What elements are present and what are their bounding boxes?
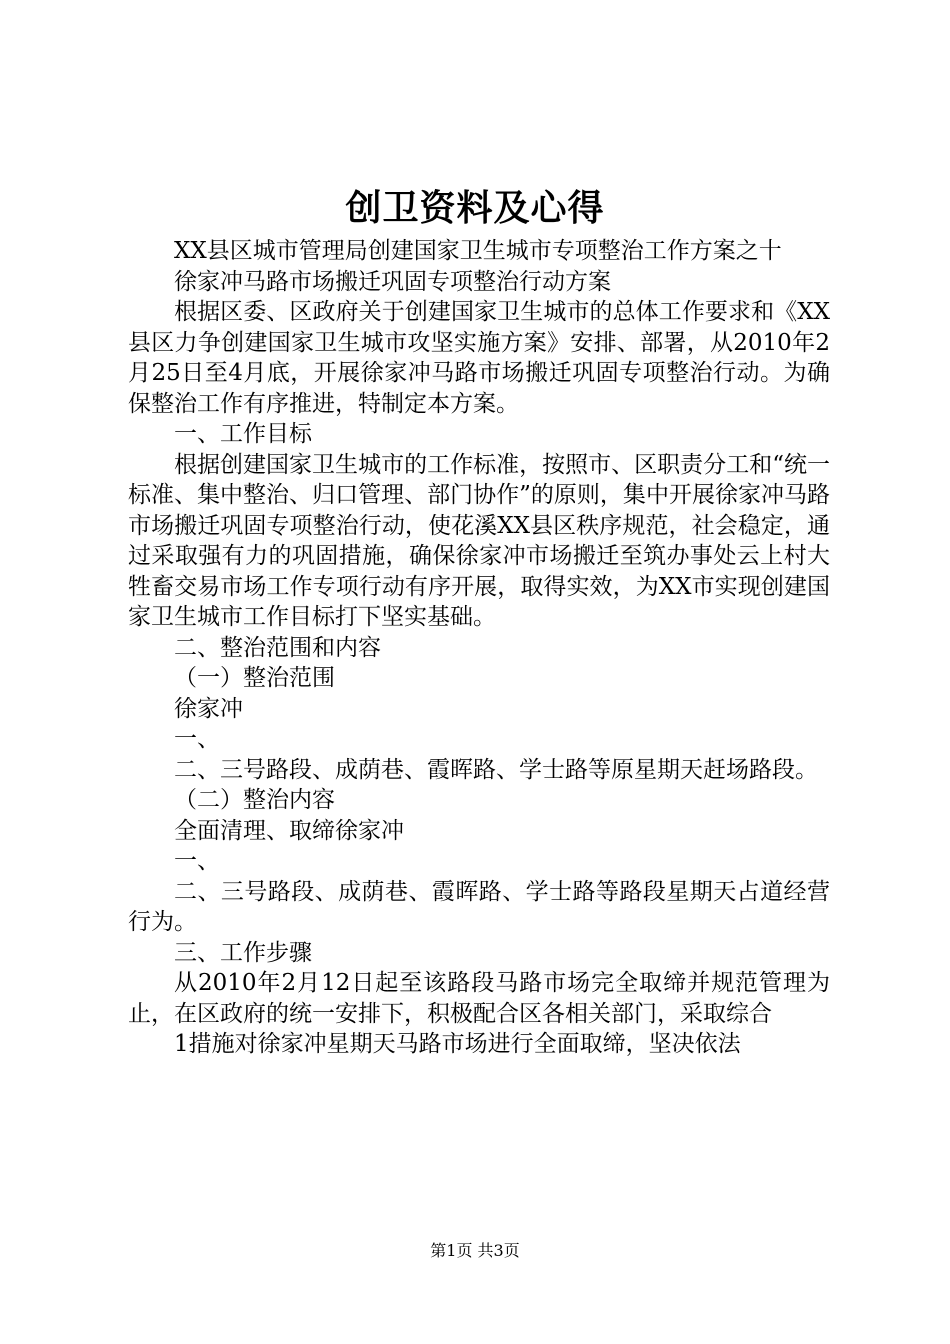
paragraph-intro: 根据区委、区政府关于创建国家卫生城市的总体工作要求和《XX县区力争创建国家卫生城市攻坚实施方案》安排、部署，从2010年2月25日至4月底，开展徐家冲马路市场搬迁巩固专项整治行动。为确保整治工作有序推进，特制定本方案。: [128, 299, 830, 417]
paragraph-scope-item-two: 二、三号路段、成荫巷、霞晖路、学士路等原星期天赶场路段。: [174, 756, 818, 783]
document-title: 创卫资料及心得: [345, 187, 605, 229]
section-heading-scope: 二、整治范围和内容: [174, 634, 381, 661]
paragraph-content-location: 全面清理、取缔徐家冲: [174, 817, 404, 844]
paragraph-heading-line: XX县区城市管理局创建国家卫生城市专项整治工作方案之十: [174, 238, 782, 264]
paragraph-content-item-one: 一、: [174, 848, 220, 874]
paragraph-scope-location: 徐家冲: [174, 695, 243, 722]
section-heading-steps: 三、工作步骤: [174, 939, 312, 966]
subsection-heading-scope: （一）整治范围: [174, 665, 335, 691]
paragraph-steps: 从2010年2月12日起至该路段马路市场完全取缔并规范管理为止，在区政府的统一安排下，积极配合区各相关部门，采取综合: [128, 970, 830, 1027]
paragraph-measures: 1措施对徐家冲星期天马路市场进行全面取缔，坚决依法: [174, 1031, 741, 1057]
section-heading-goals: 一、工作目标: [174, 421, 312, 447]
subsection-heading-content: （二）整治内容: [174, 787, 335, 813]
paragraph-content-item-two: 二、三号路段、成荫巷、霞晖路、学士路等路段星期天占道经营行为。: [128, 878, 830, 935]
paragraph-plan-title: 徐家冲马路市场搬迁巩固专项整治行动方案: [174, 268, 611, 295]
document-body: [128, 236, 830, 1060]
page-number-footer: 第1页 共3页: [430, 1241, 520, 1260]
paragraph-goals: 根据创建国家卫生城市的工作标准，按照市、区职责分工和“统一标准、集中整治、归口管理、部门协作”的原则，集中开展徐家冲马路市场搬迁巩固专项整治行动，使花溪XX县区秩序规范，社会稳定，通过采取强有力的巩固措施，确保徐家冲市场搬迁至筑办事处云上村大牲畜交易市场工作专项行动有序开展，取得实效，为XX市实现创建国家卫生城市工作目标打下坚实基础。: [128, 451, 830, 630]
paragraph-scope-item-one: 一、: [174, 726, 220, 752]
